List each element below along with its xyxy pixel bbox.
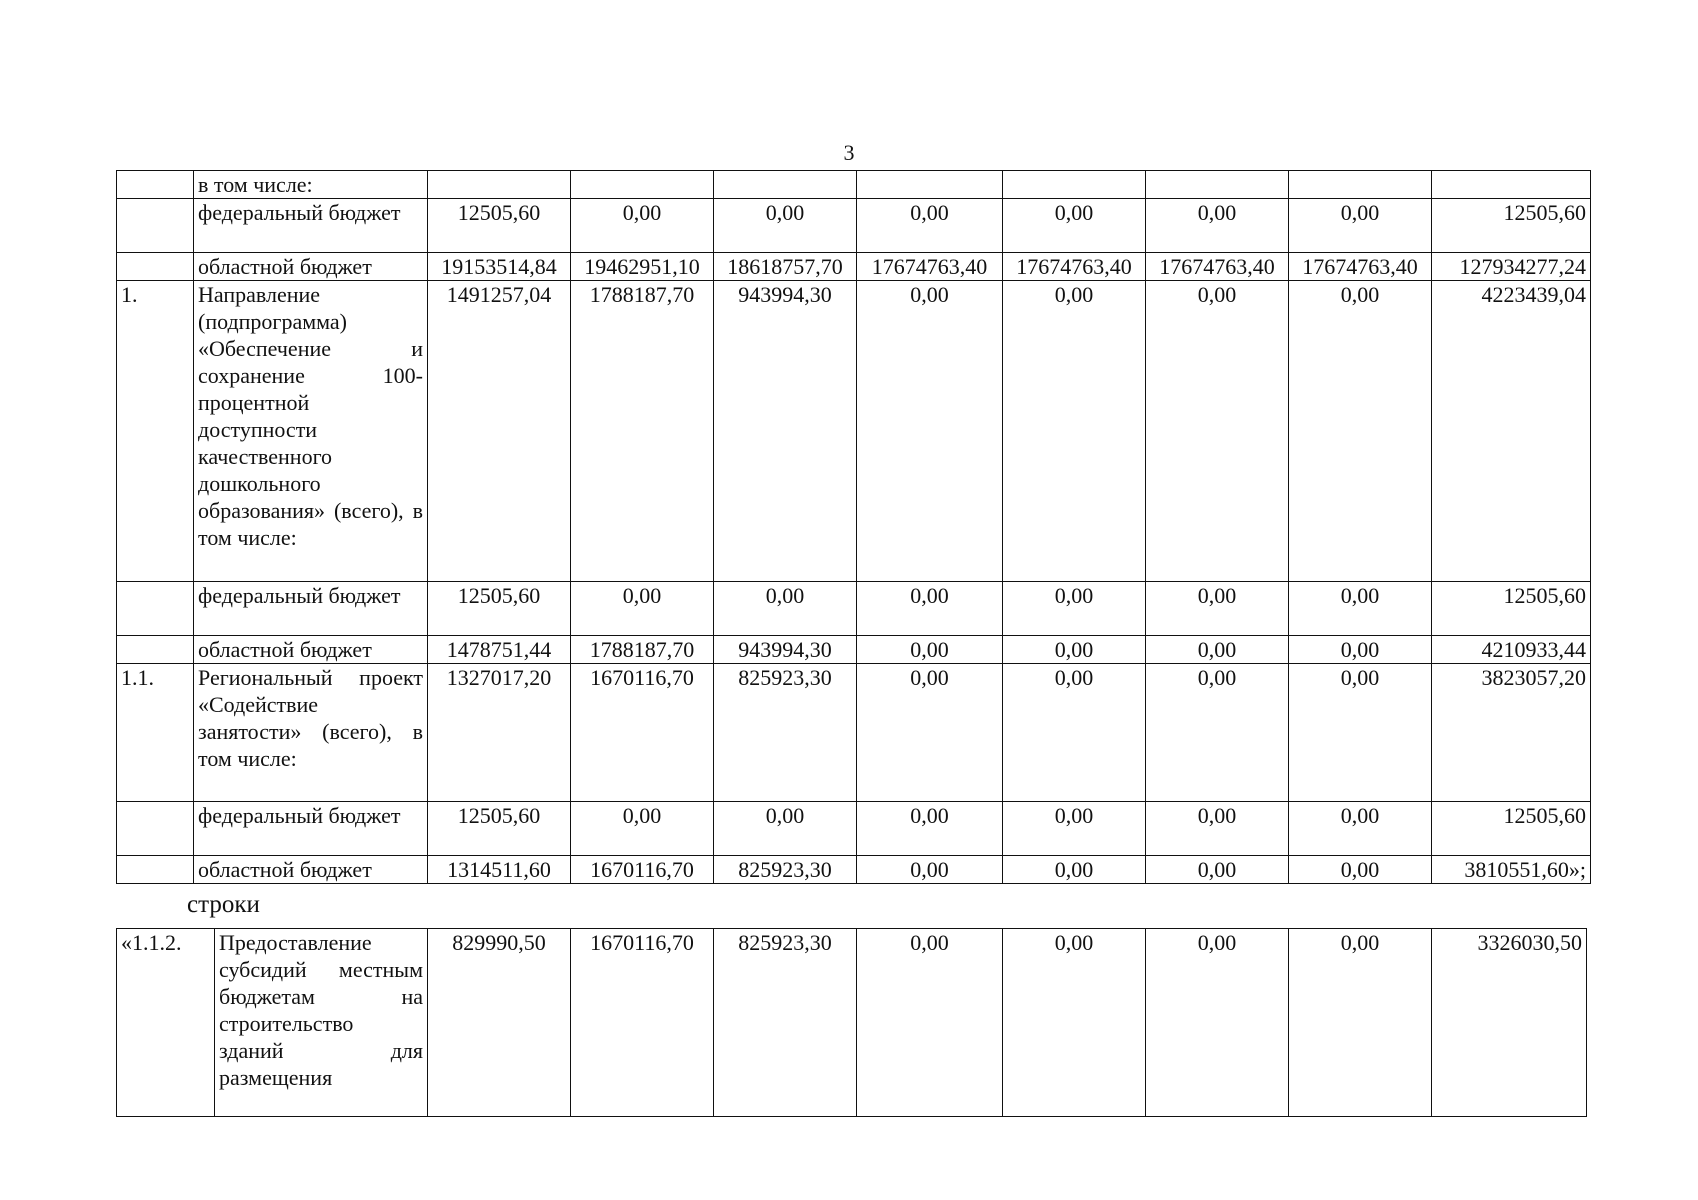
row-year-value: 1327017,20 xyxy=(428,664,571,802)
row-code xyxy=(117,171,194,199)
row-year-value: 0,00 xyxy=(1289,664,1432,802)
row-total-value xyxy=(1432,171,1591,199)
row-year-value: 0,00 xyxy=(1146,664,1289,802)
row-code xyxy=(117,199,194,253)
row-year-value: 0,00 xyxy=(1003,582,1146,636)
row-code: 1. xyxy=(117,281,194,582)
row-code xyxy=(117,582,194,636)
row-year-value: 0,00 xyxy=(1003,664,1146,802)
row-total-value: 127934277,24 xyxy=(1432,253,1591,281)
row-year-value: 12505,60 xyxy=(428,582,571,636)
row-year-value xyxy=(1003,171,1146,199)
row-year-value: 0,00 xyxy=(1289,281,1432,582)
row-year-value: 943994,30 xyxy=(714,636,857,664)
row-year-value: 1478751,44 xyxy=(428,636,571,664)
row-year-value: 1670116,70 xyxy=(571,664,714,802)
row-year-value: 0,00 xyxy=(857,636,1003,664)
row-code xyxy=(117,856,194,884)
table-row xyxy=(117,664,1591,802)
row-year-value: 0,00 xyxy=(1146,582,1289,636)
row-year-value: 1491257,04 xyxy=(428,281,571,582)
row-year-value: 12505,60 xyxy=(428,199,571,253)
table-row xyxy=(117,199,1591,253)
row-year-value: 0,00 xyxy=(857,582,1003,636)
row-year-value: 17674763,40 xyxy=(1289,253,1432,281)
row-label: областной бюджет xyxy=(194,253,428,281)
row-year-value: 0,00 xyxy=(714,582,857,636)
budget-table xyxy=(116,170,1591,884)
row-year-value: 0,00 xyxy=(571,802,714,856)
row-year-value: 0,00 xyxy=(1289,582,1432,636)
row-year-value: 0,00 xyxy=(1146,929,1289,1117)
row-year-value: 943994,30 xyxy=(714,281,857,582)
row-code: 1.1. xyxy=(117,664,194,802)
row-year-value: 0,00 xyxy=(571,582,714,636)
row-year-value: 0,00 xyxy=(1289,802,1432,856)
table-row xyxy=(117,281,1591,582)
row-year-value: 0,00 xyxy=(1289,636,1432,664)
row-year-value: 829990,50 xyxy=(428,929,571,1117)
row-label: Направление (подпрограмма) «Обеспечение и сохранение 100-процентной доступности качественного дошкольного образования» (всего), в том числе: xyxy=(194,281,428,582)
row-year-value: 12505,60 xyxy=(428,802,571,856)
row-year-value: 17674763,40 xyxy=(1003,253,1146,281)
row-year-value: 0,00 xyxy=(857,664,1003,802)
row-label: областной бюджет xyxy=(194,636,428,664)
row-year-value: 18618757,70 xyxy=(714,253,857,281)
row-year-value: 0,00 xyxy=(857,281,1003,582)
budget-table-continuation xyxy=(116,928,1587,1117)
row-label: федеральный бюджет xyxy=(194,802,428,856)
row-year-value: 19153514,84 xyxy=(428,253,571,281)
row-year-value: 0,00 xyxy=(857,802,1003,856)
row-label: в том числе: xyxy=(194,171,428,199)
row-year-value: 825923,30 xyxy=(714,856,857,884)
table-row xyxy=(117,929,1587,1117)
row-year-value: 0,00 xyxy=(1003,281,1146,582)
row-total-value: 12505,60 xyxy=(1432,802,1591,856)
row-year-value xyxy=(571,171,714,199)
table-row xyxy=(117,171,1591,199)
row-total-value: 12505,60 xyxy=(1432,582,1591,636)
row-year-value: 19462951,10 xyxy=(571,253,714,281)
row-label: Предоставление субсидий местным бюджетам на строительство зданий для размещения xyxy=(215,929,428,1117)
row-year-value: 1788187,70 xyxy=(571,636,714,664)
row-year-value: 0,00 xyxy=(1003,856,1146,884)
table-row xyxy=(117,856,1591,884)
row-year-value: 0,00 xyxy=(571,199,714,253)
row-code xyxy=(117,636,194,664)
row-year-value: 0,00 xyxy=(1146,856,1289,884)
row-year-value: 0,00 xyxy=(714,199,857,253)
row-year-value: 17674763,40 xyxy=(857,253,1003,281)
row-year-value: 0,00 xyxy=(1289,929,1432,1117)
row-year-value: 0,00 xyxy=(1146,281,1289,582)
row-year-value: 1670116,70 xyxy=(571,856,714,884)
row-year-value: 0,00 xyxy=(857,199,1003,253)
row-year-value xyxy=(714,171,857,199)
row-year-value: 0,00 xyxy=(1289,856,1432,884)
row-year-value: 0,00 xyxy=(1003,802,1146,856)
row-total-value: 12505,60 xyxy=(1432,199,1591,253)
row-label: областной бюджет xyxy=(194,856,428,884)
row-total-value: 4223439,04 xyxy=(1432,281,1591,582)
between-text: строки xyxy=(187,891,260,918)
row-year-value xyxy=(428,171,571,199)
row-label: федеральный бюджет xyxy=(194,582,428,636)
row-year-value: 0,00 xyxy=(1003,929,1146,1117)
table-row xyxy=(117,636,1591,664)
row-year-value: 0,00 xyxy=(1146,636,1289,664)
row-label: федеральный бюджет xyxy=(194,199,428,253)
row-code xyxy=(117,802,194,856)
row-year-value: 0,00 xyxy=(1146,199,1289,253)
row-total-value: 3326030,50 xyxy=(1432,929,1587,1117)
row-year-value: 0,00 xyxy=(1289,199,1432,253)
row-year-value: 0,00 xyxy=(1003,199,1146,253)
row-year-value: 1314511,60 xyxy=(428,856,571,884)
page-number: 3 xyxy=(843,140,855,165)
row-year-value xyxy=(857,171,1003,199)
row-total-value: 4210933,44 xyxy=(1432,636,1591,664)
row-year-value xyxy=(1146,171,1289,199)
row-year-value: 0,00 xyxy=(857,929,1003,1117)
row-year-value: 0,00 xyxy=(857,856,1003,884)
row-year-value xyxy=(1289,171,1432,199)
row-year-value: 1788187,70 xyxy=(571,281,714,582)
table-row xyxy=(117,253,1591,281)
row-year-value: 0,00 xyxy=(1146,802,1289,856)
row-total-value: 3810551,60»; xyxy=(1432,856,1591,884)
row-code: «1.1.2. xyxy=(117,929,215,1117)
table-row xyxy=(117,582,1591,636)
row-year-value: 825923,30 xyxy=(714,929,857,1117)
table-row xyxy=(117,802,1591,856)
row-year-value: 825923,30 xyxy=(714,664,857,802)
row-year-value: 0,00 xyxy=(1003,636,1146,664)
row-total-value: 3823057,20 xyxy=(1432,664,1591,802)
row-year-value: 17674763,40 xyxy=(1146,253,1289,281)
row-code xyxy=(117,253,194,281)
row-year-value: 0,00 xyxy=(714,802,857,856)
row-year-value: 1670116,70 xyxy=(571,929,714,1117)
row-label: Региональный проект «Содействие занятости» (всего), в том числе: xyxy=(194,664,428,802)
